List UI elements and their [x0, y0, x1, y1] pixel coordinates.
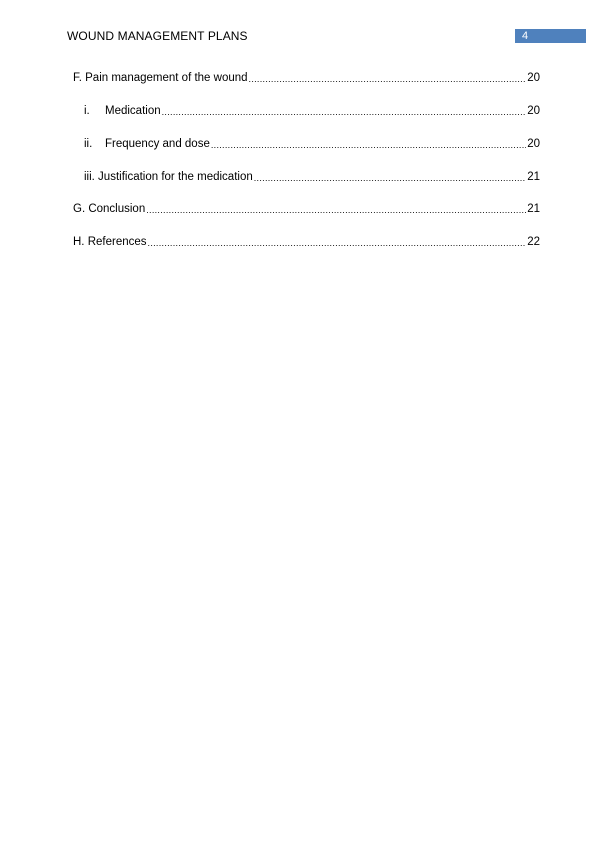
toc-entry-justification[interactable] — [84, 170, 540, 184]
toc-entry-label: iii. Justification for the medication — [84, 171, 253, 183]
toc-entry-page: 20 — [527, 105, 540, 117]
toc-entry-number: ii. — [84, 138, 93, 150]
toc-entry-medication[interactable] — [84, 104, 540, 118]
toc-dot-leader — [162, 106, 527, 118]
page-number-badge: 4 — [515, 29, 586, 43]
toc-entry-page: 22 — [527, 236, 540, 248]
toc-entry-pain-management[interactable] — [73, 71, 540, 85]
toc-entry-label: F. Pain management of the wound — [73, 72, 248, 84]
toc-entry-label: H. References — [73, 236, 147, 248]
toc-entry-frequency-and-dose[interactable] — [84, 137, 540, 151]
header-title: WOUND MANAGEMENT PLANS — [67, 29, 248, 43]
toc-entry-page: 21 — [527, 203, 540, 215]
toc-entry-label: Frequency and dose — [105, 138, 210, 150]
toc-entry-page: 21 — [527, 171, 540, 183]
toc-entry-references[interactable] — [73, 235, 540, 249]
toc-entry-page: 20 — [527, 138, 540, 150]
toc-entry-conclusion[interactable] — [73, 202, 540, 216]
page-header — [0, 0, 596, 50]
toc-entry-number: i. — [84, 105, 90, 117]
toc-entry-label: G. Conclusion — [73, 203, 146, 215]
toc-entry-page: 20 — [527, 72, 540, 84]
toc-dot-leader — [211, 139, 526, 151]
toc-dot-leader — [249, 73, 527, 85]
toc-entry-label: Medication — [105, 105, 161, 117]
toc-dot-leader — [254, 172, 526, 184]
toc-dot-leader — [148, 237, 527, 249]
toc-dot-leader — [146, 204, 526, 216]
